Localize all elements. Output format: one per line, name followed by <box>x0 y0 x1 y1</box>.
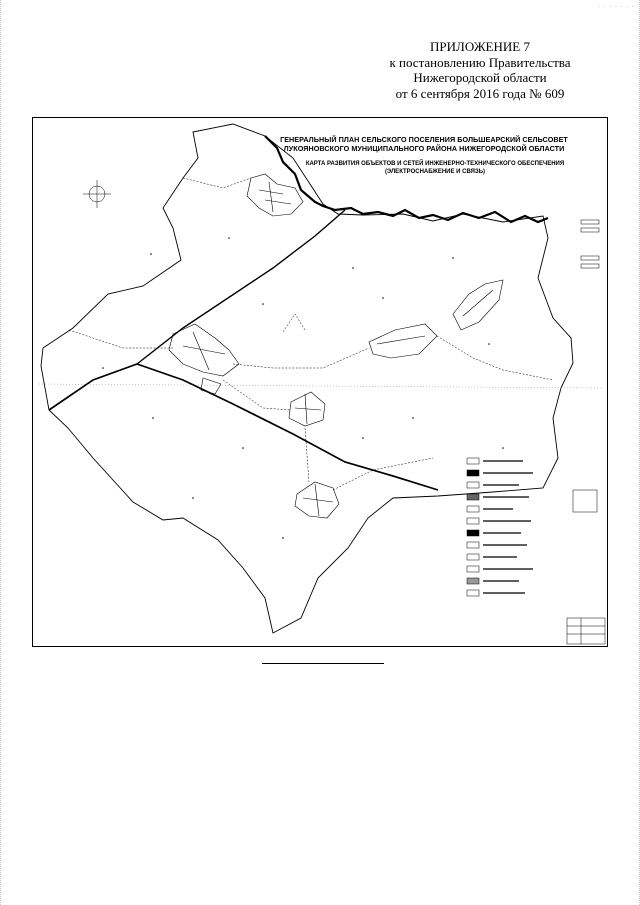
map-subtitle <box>270 160 600 176</box>
power-line-north <box>137 210 345 364</box>
settlement-east <box>369 280 503 358</box>
page-edge-left <box>0 0 4 905</box>
appendix-number: ПРИЛОЖЕНИЕ 7 <box>430 39 530 54</box>
footer-rule <box>262 663 384 664</box>
appendix-header <box>350 39 610 101</box>
appendix-region: Нижегородской области <box>413 70 547 85</box>
map-subtitle-line-1: КАРТА РАЗВИТИЯ ОБЪЕКТОВ И СЕТЕЙ ИНЖЕНЕРНО-ТЕХНИЧЕСКОГО ОБЕСПЕЧЕНИЯ <box>305 161 565 167</box>
page-edge-right <box>636 0 640 905</box>
compass-mark <box>83 180 111 208</box>
settlement-south <box>295 482 339 518</box>
map-title <box>244 135 604 153</box>
map-subtitle-line-2: (ЭЛЕКТРОСНАБЖЕНИЕ И СВЯЗЬ) <box>384 169 486 175</box>
settlement-north <box>247 174 303 216</box>
power-line-main <box>49 364 438 490</box>
map-sheet <box>32 117 608 647</box>
map-title-line-2: ЛУКОЯНОВСКОГО МУНИЦИПАЛЬНОГО РАЙОНА НИЖЕГОРОДСКОЙ ОБЛАСТИ <box>283 144 565 153</box>
settlement-center <box>169 324 239 394</box>
map-title-line-1: ГЕНЕРАЛЬНЫЙ ПЛАН СЕЛЬСКОГО ПОСЕЛЕНИЯ БОЛЬШЕАРСКИЙ СЕЛЬСОВЕТ <box>280 135 568 144</box>
map-details <box>102 237 504 539</box>
appendix-date: от 6 сентября 2016 года № 609 <box>395 85 565 101</box>
scan-mark: · · · · · · · <box>598 3 634 11</box>
guide-line <box>39 384 603 388</box>
appendix-decree: к постановлению Правительства <box>389 54 571 70</box>
settlement-south-center <box>289 392 325 426</box>
map-drawing <box>33 118 608 647</box>
